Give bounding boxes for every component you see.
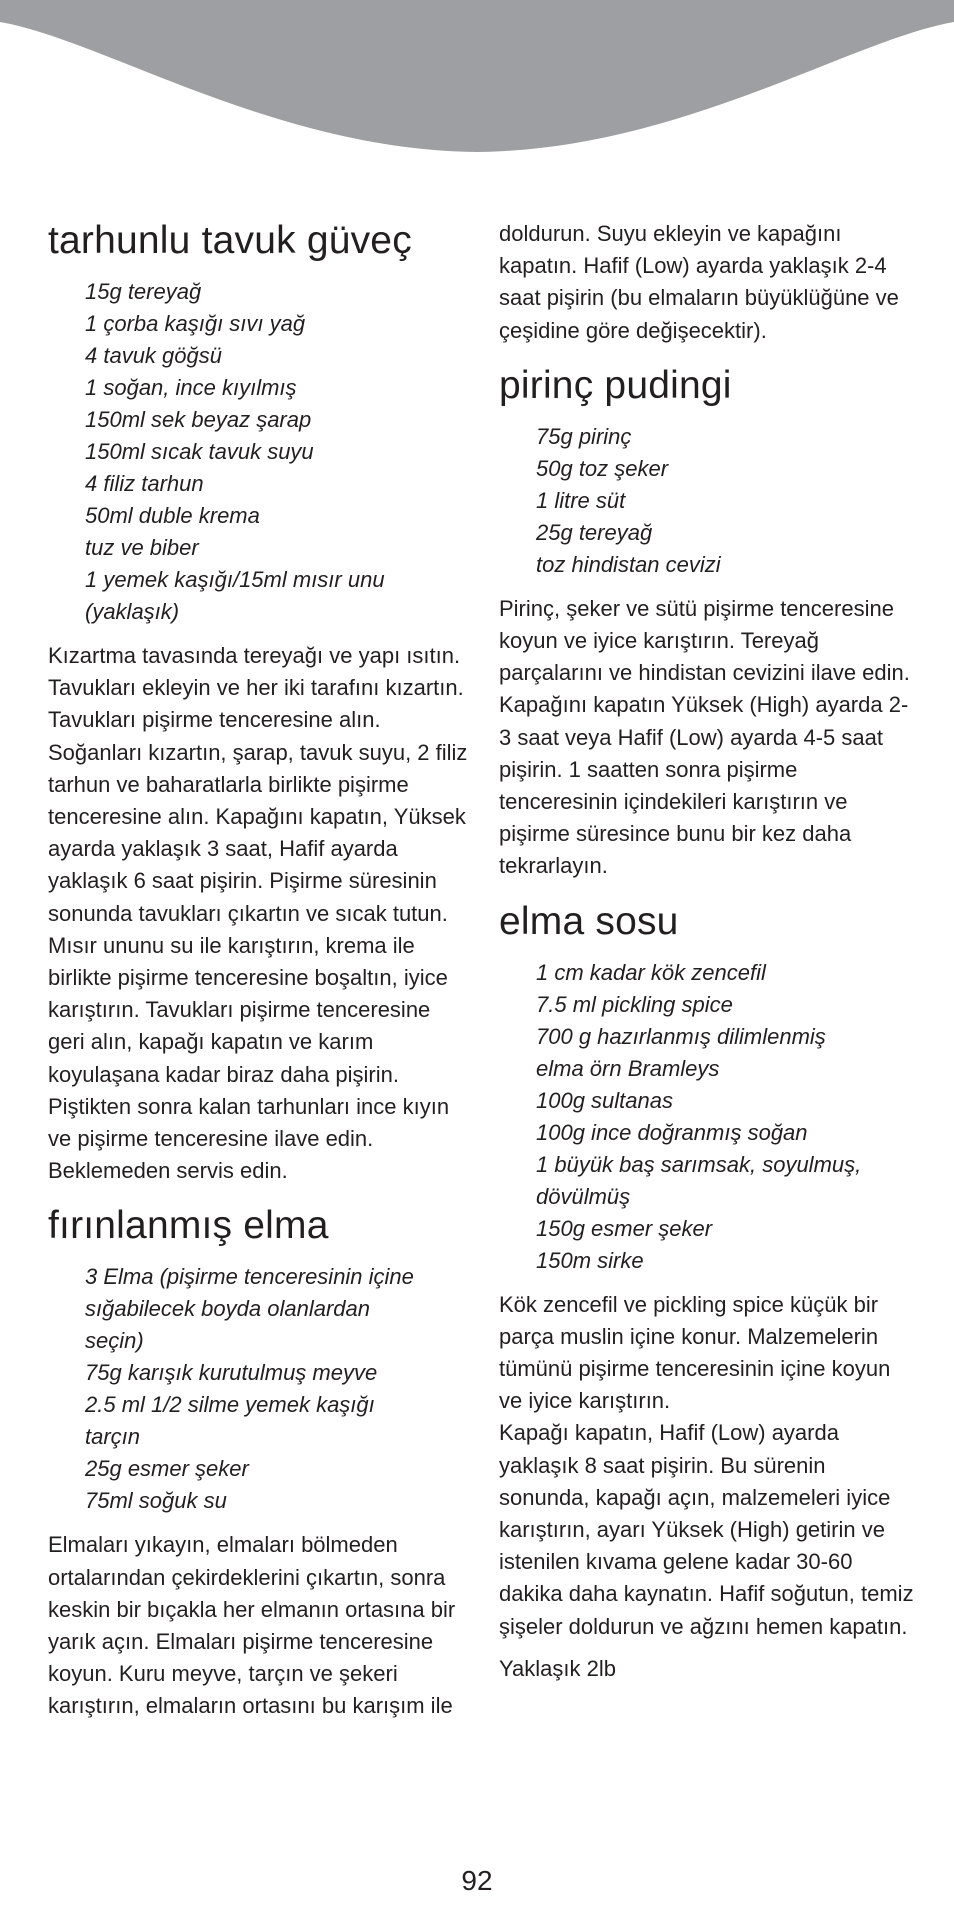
ingredient: 150m sirke xyxy=(536,1247,644,1273)
left-column xyxy=(48,218,468,1733)
ingredient: 3 Elma (pişirme tenceresinin içine xyxy=(85,1264,414,1290)
ingredient: 1 cm kadar kök zencefil xyxy=(536,959,766,985)
ingredient-list xyxy=(48,276,468,628)
recipe-yield: Yaklaşık 2lb xyxy=(499,1655,616,1681)
ingredient: 1 çorba kaşığı sıvı yağ xyxy=(85,311,306,336)
ingredient: 2.5 ml 1/2 silme yemek kaşığı xyxy=(85,1392,375,1418)
recipe-method: Kök zencefil ve pickling spice küçük bir parça muslin içine konur. Malzemelerin tümünü pişirme tenceresinin içine koyun ve iyice karıştırın. xyxy=(499,1291,891,1414)
ingredient: (yaklaşık) xyxy=(85,599,180,624)
recipe-pirinc-pudingi xyxy=(499,363,919,883)
ingredient: 4 tavuk göğsü xyxy=(85,343,222,368)
recipe-firinlanmis-elma xyxy=(48,1203,468,1722)
ingredient: seçin) xyxy=(85,1328,144,1354)
ingredient: 100g ince doğranmış soğan xyxy=(536,1119,808,1145)
ingredient: 100g sultanas xyxy=(536,1087,673,1113)
recipe-title: pirinç pudingi xyxy=(499,363,732,407)
ingredient: 700 g hazırlanmış dilimlenmiş xyxy=(536,1023,826,1049)
ingredient-list xyxy=(499,957,919,1277)
ingredient: 4 filiz tarhun xyxy=(85,471,204,496)
ingredient: elma örn Bramleys xyxy=(536,1055,720,1081)
recipe-title: fırınlanmış elma xyxy=(48,1204,329,1248)
recipe-method: Pirinç, şeker ve sütü pişirme tenceresine koyun ve iyice karıştırın. Tereyağ parçalarını ve hindistan cevizini ilave edin. Kapağını kapatın Yüksek (High) ayarda 2-3 saat veya Hafif (Low) ayarda 4-5 saat pişirin. 1 saatten sonra pişirme tenceresinin içindekileri karıştırın ve pişirme süresince bunu bir kez daha tekrarlayın. xyxy=(499,595,910,879)
ingredient: 1 litre süt xyxy=(536,487,626,513)
page-number: 92 xyxy=(461,1865,493,1896)
ingredient: 15g tereyağ xyxy=(85,279,202,304)
ingredient: 75g pirinç xyxy=(536,423,632,449)
ingredient: 1 soğan, ince kıyılmış xyxy=(85,375,297,400)
ingredient: 150g esmer şeker xyxy=(536,1215,713,1241)
ingredient: 25g esmer şeker xyxy=(85,1456,249,1482)
recipe-method: Kapağı kapatın, Hafif (Low) ayarda yaklaşık 8 saat pişirin. Bu sürenin sonunda, kapağı açın, malzemeleri iyice karıştırın, ayarı Yüksek (High) getirin ve istenilen kıvama gelene kadar 30-60 dakika daha kaynatın. Hafif soğutun, temiz şişeler doldurun ve ağzını hemen kapatın. xyxy=(499,1420,914,1639)
ingredient: 50ml duble krema xyxy=(85,503,260,528)
ingredient: 50g toz şeker xyxy=(536,455,669,481)
recipe-elma-sosu xyxy=(499,899,919,1685)
ingredient-list xyxy=(48,1261,468,1517)
ingredient: 75ml soğuk su xyxy=(85,1488,227,1514)
right-column xyxy=(499,218,919,1695)
recipe-title: tarhunlu tavuk güveç xyxy=(48,219,412,262)
recipe-method: Elmaları yıkayın, elmaları bölmeden ortalarından çekirdeklerini çıkartın, sonra keskin bir bıçakla her elmanın ortasına bir yarık açın. Elmaları pişirme tenceresine koyun. Kuru meyve, tarçın ve şekeri karıştırın, elmaların ortasını bu karışım ile xyxy=(48,1532,456,1719)
ingredient: 25g tereyağ xyxy=(536,519,653,545)
ingredient: 150ml sek beyaz şarap xyxy=(85,407,312,432)
ingredient: toz hindistan cevizi xyxy=(536,551,721,577)
ingredient: 150ml sıcak tavuk suyu xyxy=(85,439,314,464)
recipe-method-continued: doldurun. Suyu ekleyin ve kapağını kapatın. Hafif (Low) ayarda yaklaşık 2-4 saat pişirin (bu elmaların büyüklüğüne ve çeşidine göre değişecektir). xyxy=(499,221,899,343)
header-wave-decoration xyxy=(0,0,954,160)
ingredient: 75g karışık kurutulmuş meyve xyxy=(85,1360,378,1386)
recipe-title: elma sosu xyxy=(499,899,679,943)
recipe-tarhunlu-tavuk xyxy=(48,218,468,1187)
recipe-method: Kızartma tavasında tereyağı ve yapı ısıtın. Tavukları ekleyin ve her iki tarafını kızartın. Tavukları pişirme tenceresine alın. Soğanları kızartın, şarap, tavuk suyu, 2 filiz tarhun ve baharatlarla birlikte pişirme tenceresine alın. Kapağını kapatın, Yüksek ayarda yaklaşık 3 saat, Hafif ayarda yaklaşık 6 saat pişirin. Pişirme süresinin sonunda tavukları çıkartın ve sıcak tutun. Mısır ununu su ile karıştırın, krema ile birlikte pişirme tenceresine boşaltın, iyice karıştırın. Tavukları pişirme tenceresine geri alın, kapağı kapatın ve karım koyulaşana kadar biraz daha pişirin. Piştikten sonra kalan tarhunları ince kıyın ve pişirme tenceresine ilave edin. Beklemeden servis edin. xyxy=(48,643,468,1184)
ingredient: sığabilecek boyda olanlardan xyxy=(85,1296,370,1322)
ingredient: dövülmüş xyxy=(536,1183,631,1209)
ingredient: tuz ve biber xyxy=(85,535,199,560)
ingredient-list xyxy=(499,421,919,581)
ingredient: tarçın xyxy=(85,1424,141,1450)
ingredient: 1 yemek kaşığı/15ml mısır unu xyxy=(85,567,385,592)
ingredient: 1 büyük baş sarımsak, soyulmuş, xyxy=(536,1151,862,1177)
ingredient: 7.5 ml pickling spice xyxy=(536,991,733,1017)
